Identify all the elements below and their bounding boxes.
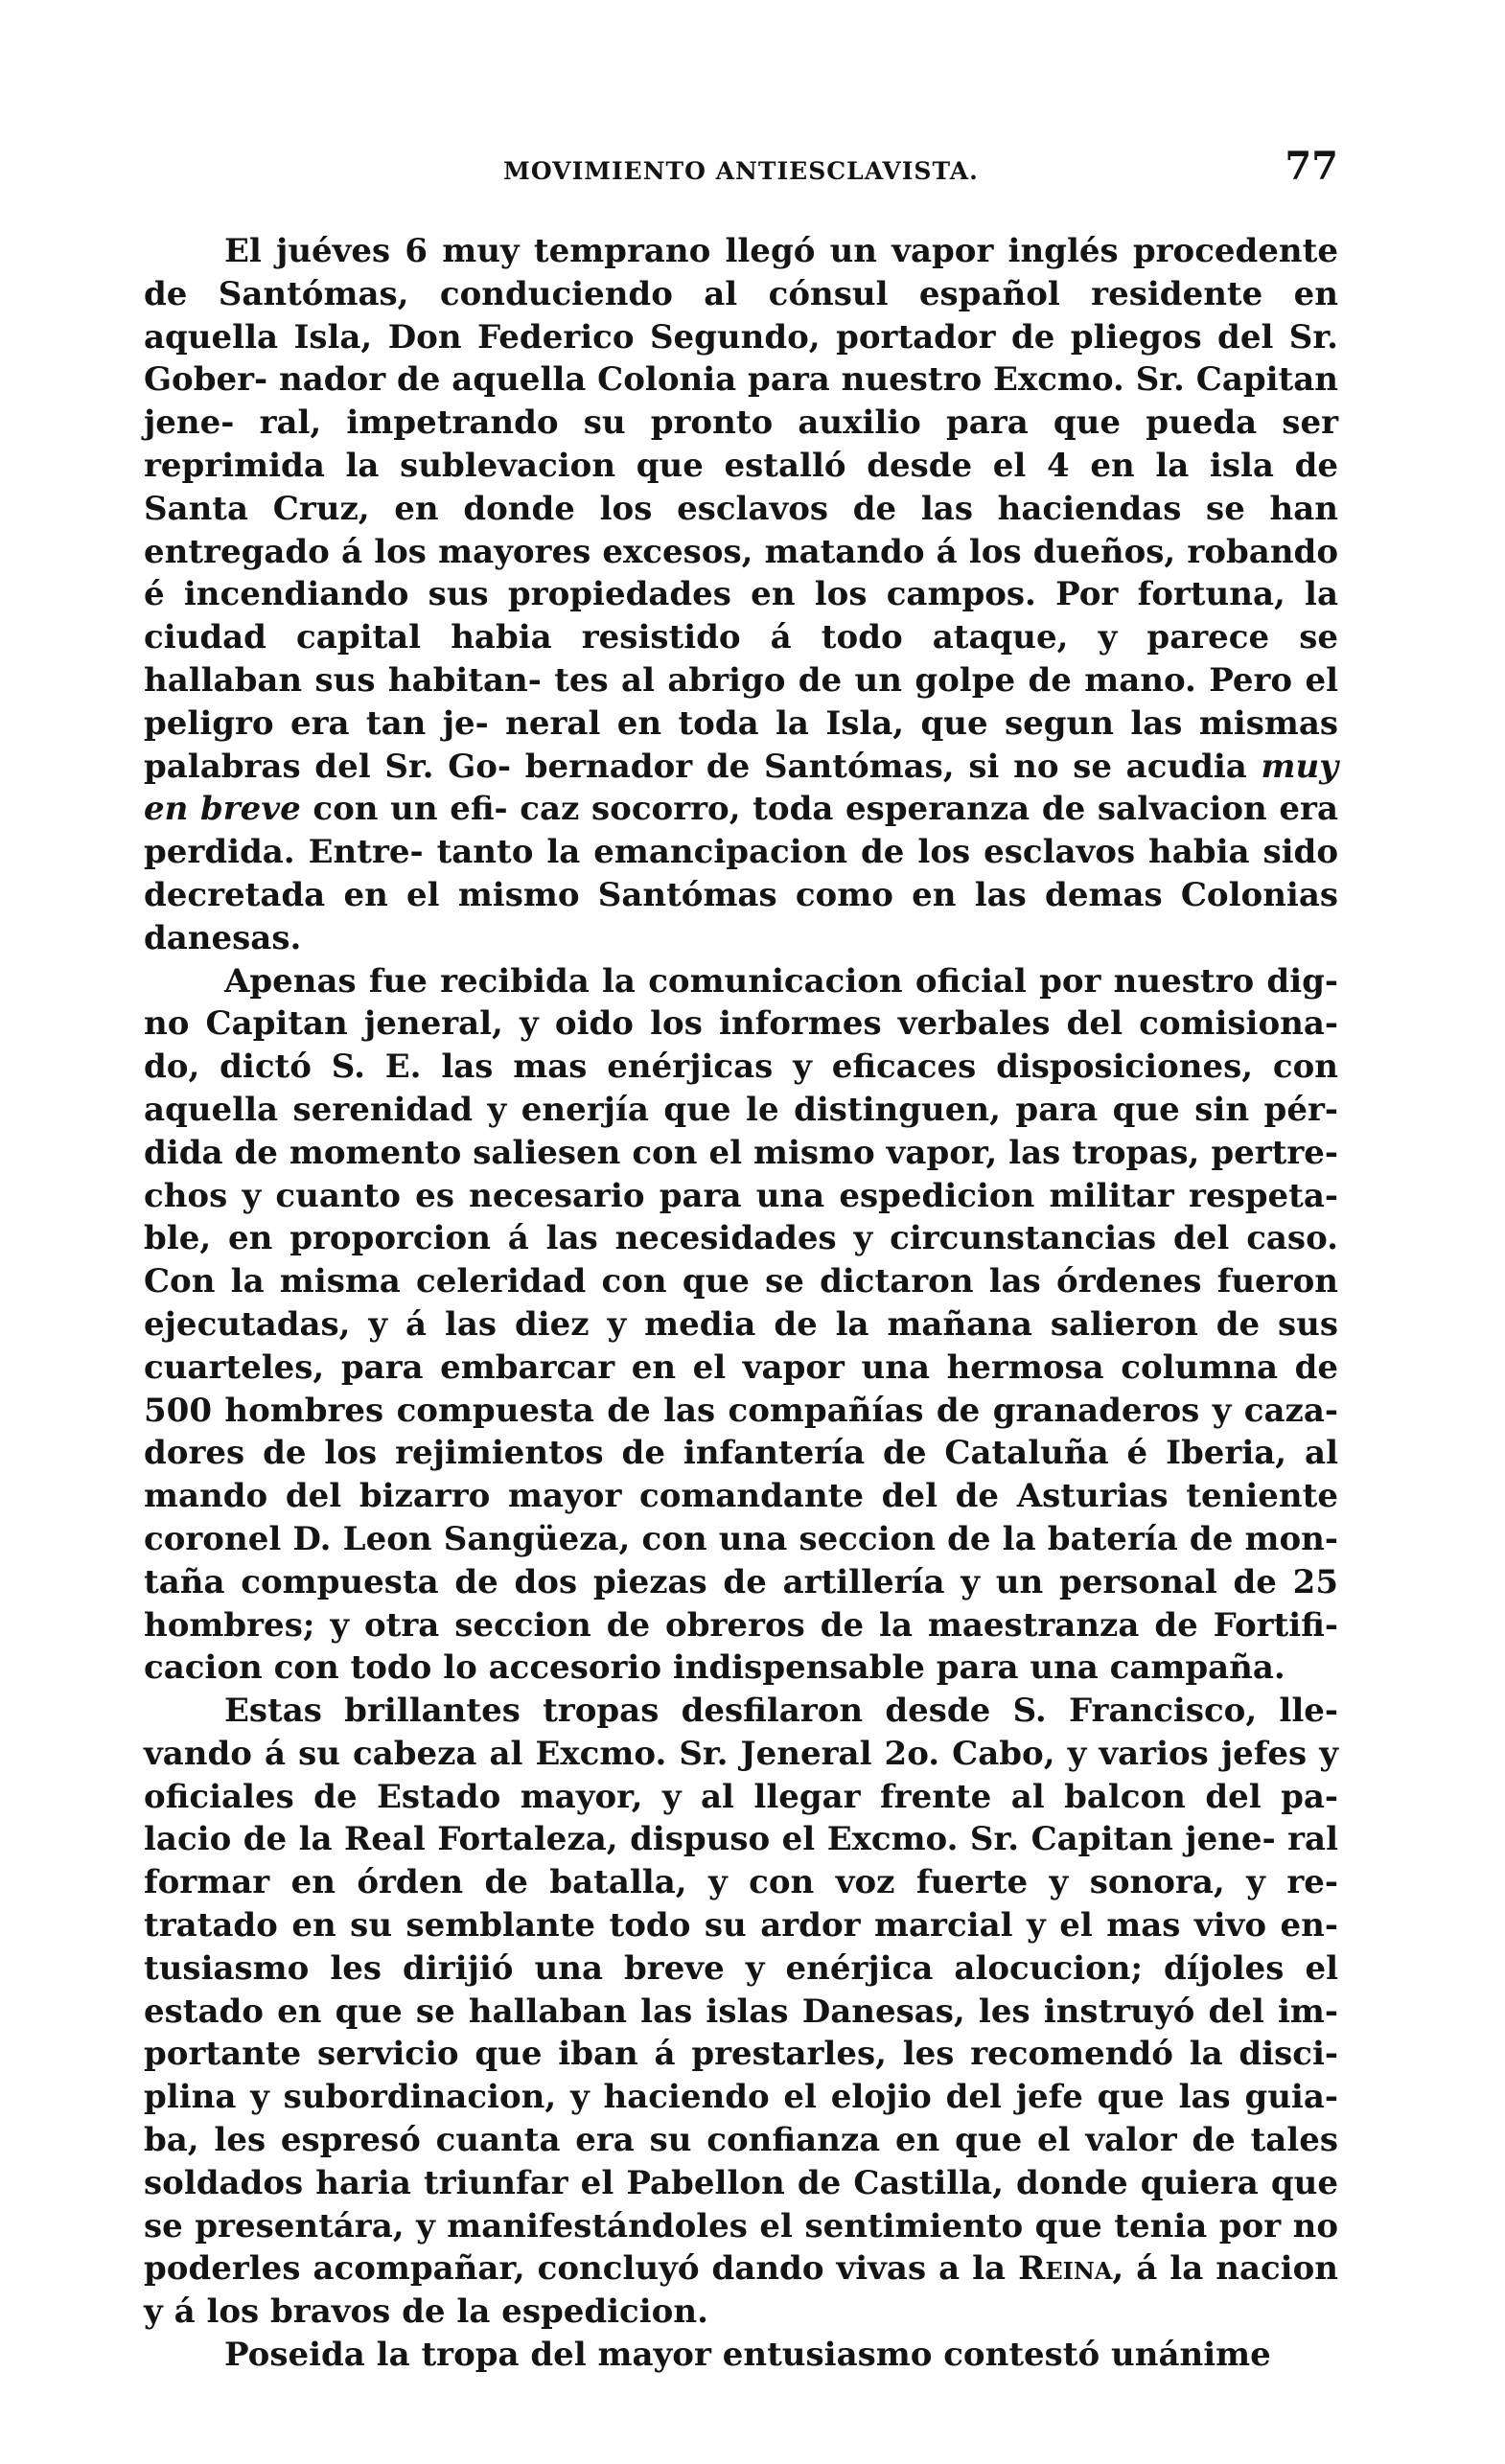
paragraph-3	[144, 1690, 1338, 2334]
paragraph-2	[144, 960, 1338, 1691]
small-caps-reina: Reina	[1018, 2249, 1113, 2289]
paragraph-3-text-cont: , á la nacion y á los bravos de la espedicion.	[144, 2249, 1338, 2332]
paragraph-1-text: El juéves 6 muy temprano llegó un vapor inglés procedente de Santómas, conduciendo al cónsul español residente en aquella Isla, Don Federico Segundo, portador de pliegos del Sr. Gober- nador de aquella Colonia para nuestro Excmo. Sr. Capitan jene- ral, impetrando su pronto auxilio para que pueda ser reprimida la sublevacion que estalló desde el 4 en la isla de Santa Cruz, en donde los esclavos de las haciendas se han entregado á los mayores excesos, matando á los dueños, robando é incendiando sus propiedades en los campos. Por fortuna, la ciudad capital habia resistido á todo ataque, y parece se hallaban sus habitan- tes al abrigo de un golpe de mano. Pero el peligro era tan je- neral en toda la Isla, que segun las mismas palabras del Sr. Go- bernador de Santómas, si no se acudia	[144, 232, 1338, 786]
emphasis-muy-en-breve: muy en breve	[144, 747, 1338, 829]
page-number: 77	[1285, 144, 1338, 189]
running-head	[144, 144, 1338, 201]
body-text	[144, 230, 1338, 2377]
paragraph-4-text: Poseida la tropa del mayor entusiasmo contestó unánime	[224, 2336, 1271, 2375]
paragraph-3-text: Estas brillantes tropas desfilaron desde S. Francisco, lle- vando á su cabeza al Excmo. Sr. Jeneral 2o. Cabo, y varios jefes y oficiales de Estado mayor, y al llegar frente al balcon del pa- lacio de la Real Fortaleza, dispuso el Excmo. Sr. Capitan jene- ral formar en órden de batalla, y con voz fuerte y sonora, y re- tratado en su semblante todo su ardor marcial y el mas vivo en- tusiasmo les dirijió una breve y enérjica alocucion; díjoles el estado en que se hallaban las islas Danesas, les instruyó del im- portante servicio que iban á prestarles, les recomendó la disci- plina y subordinacion, y haciendo el elojio del jefe que las guia- ba, les espresó cuanta era su confianza en que el valor de tales soldados haria triunfar el Pabellon de Castilla, donde quiera que se presentára, y manifestándoles el sentimiento que tenia por no poderles acompañar, concluyó dando vivas a la	[144, 1692, 1338, 2289]
paragraph-2-text: Apenas fue recibida la comunicacion oficial por nuestro dig- no Capitan jeneral, y oido los informes verbales del comisiona- do, dictó S. E. las mas enérjicas y eficaces disposiciones, con aquella serenidad y enerjía que le distinguen, para que sin pér- dida de momento saliesen con el mismo vapor, las tropas, pertre- chos y cuanto es necesario para una espedicion militar respeta- ble, en proporcion á las necesidades y circunstancias del caso. Con la misma celeridad con que se dictaron las órdenes fueron ejecutadas, y á las diez y media de la mañana salieron de sus cuarteles, para embarcar en el vapor una hermosa columna de 500 hombres compuesta de las compañías de granaderos y caza- dores de los rejimientos de infantería de Cataluña é Iberia, al mando del bizarro mayor comandante del de Asturias teniente coronel D. Leon Sangüeza, con una seccion de la batería de mon- taña compuesta de dos piezas de artillería y un personal de 25 hombres; y otra seccion de obreros de la maestranza de Fortifi- cacion con todo lo accesorio indispensable para una campaña.	[144, 961, 1338, 1688]
paragraph-4	[144, 2334, 1338, 2377]
paragraph-1	[144, 230, 1338, 960]
paragraph-1-text-cont: con un efi- caz socorro, toda esperanza de salvacion era perdida. Entre- tanto la emancipacion de los esclavos habia sido decretada en el mismo Santómas como en las demas Colonias danesas.	[144, 790, 1339, 957]
running-title: MOVIMIENTO ANTIESCLAVISTA.	[503, 157, 979, 185]
